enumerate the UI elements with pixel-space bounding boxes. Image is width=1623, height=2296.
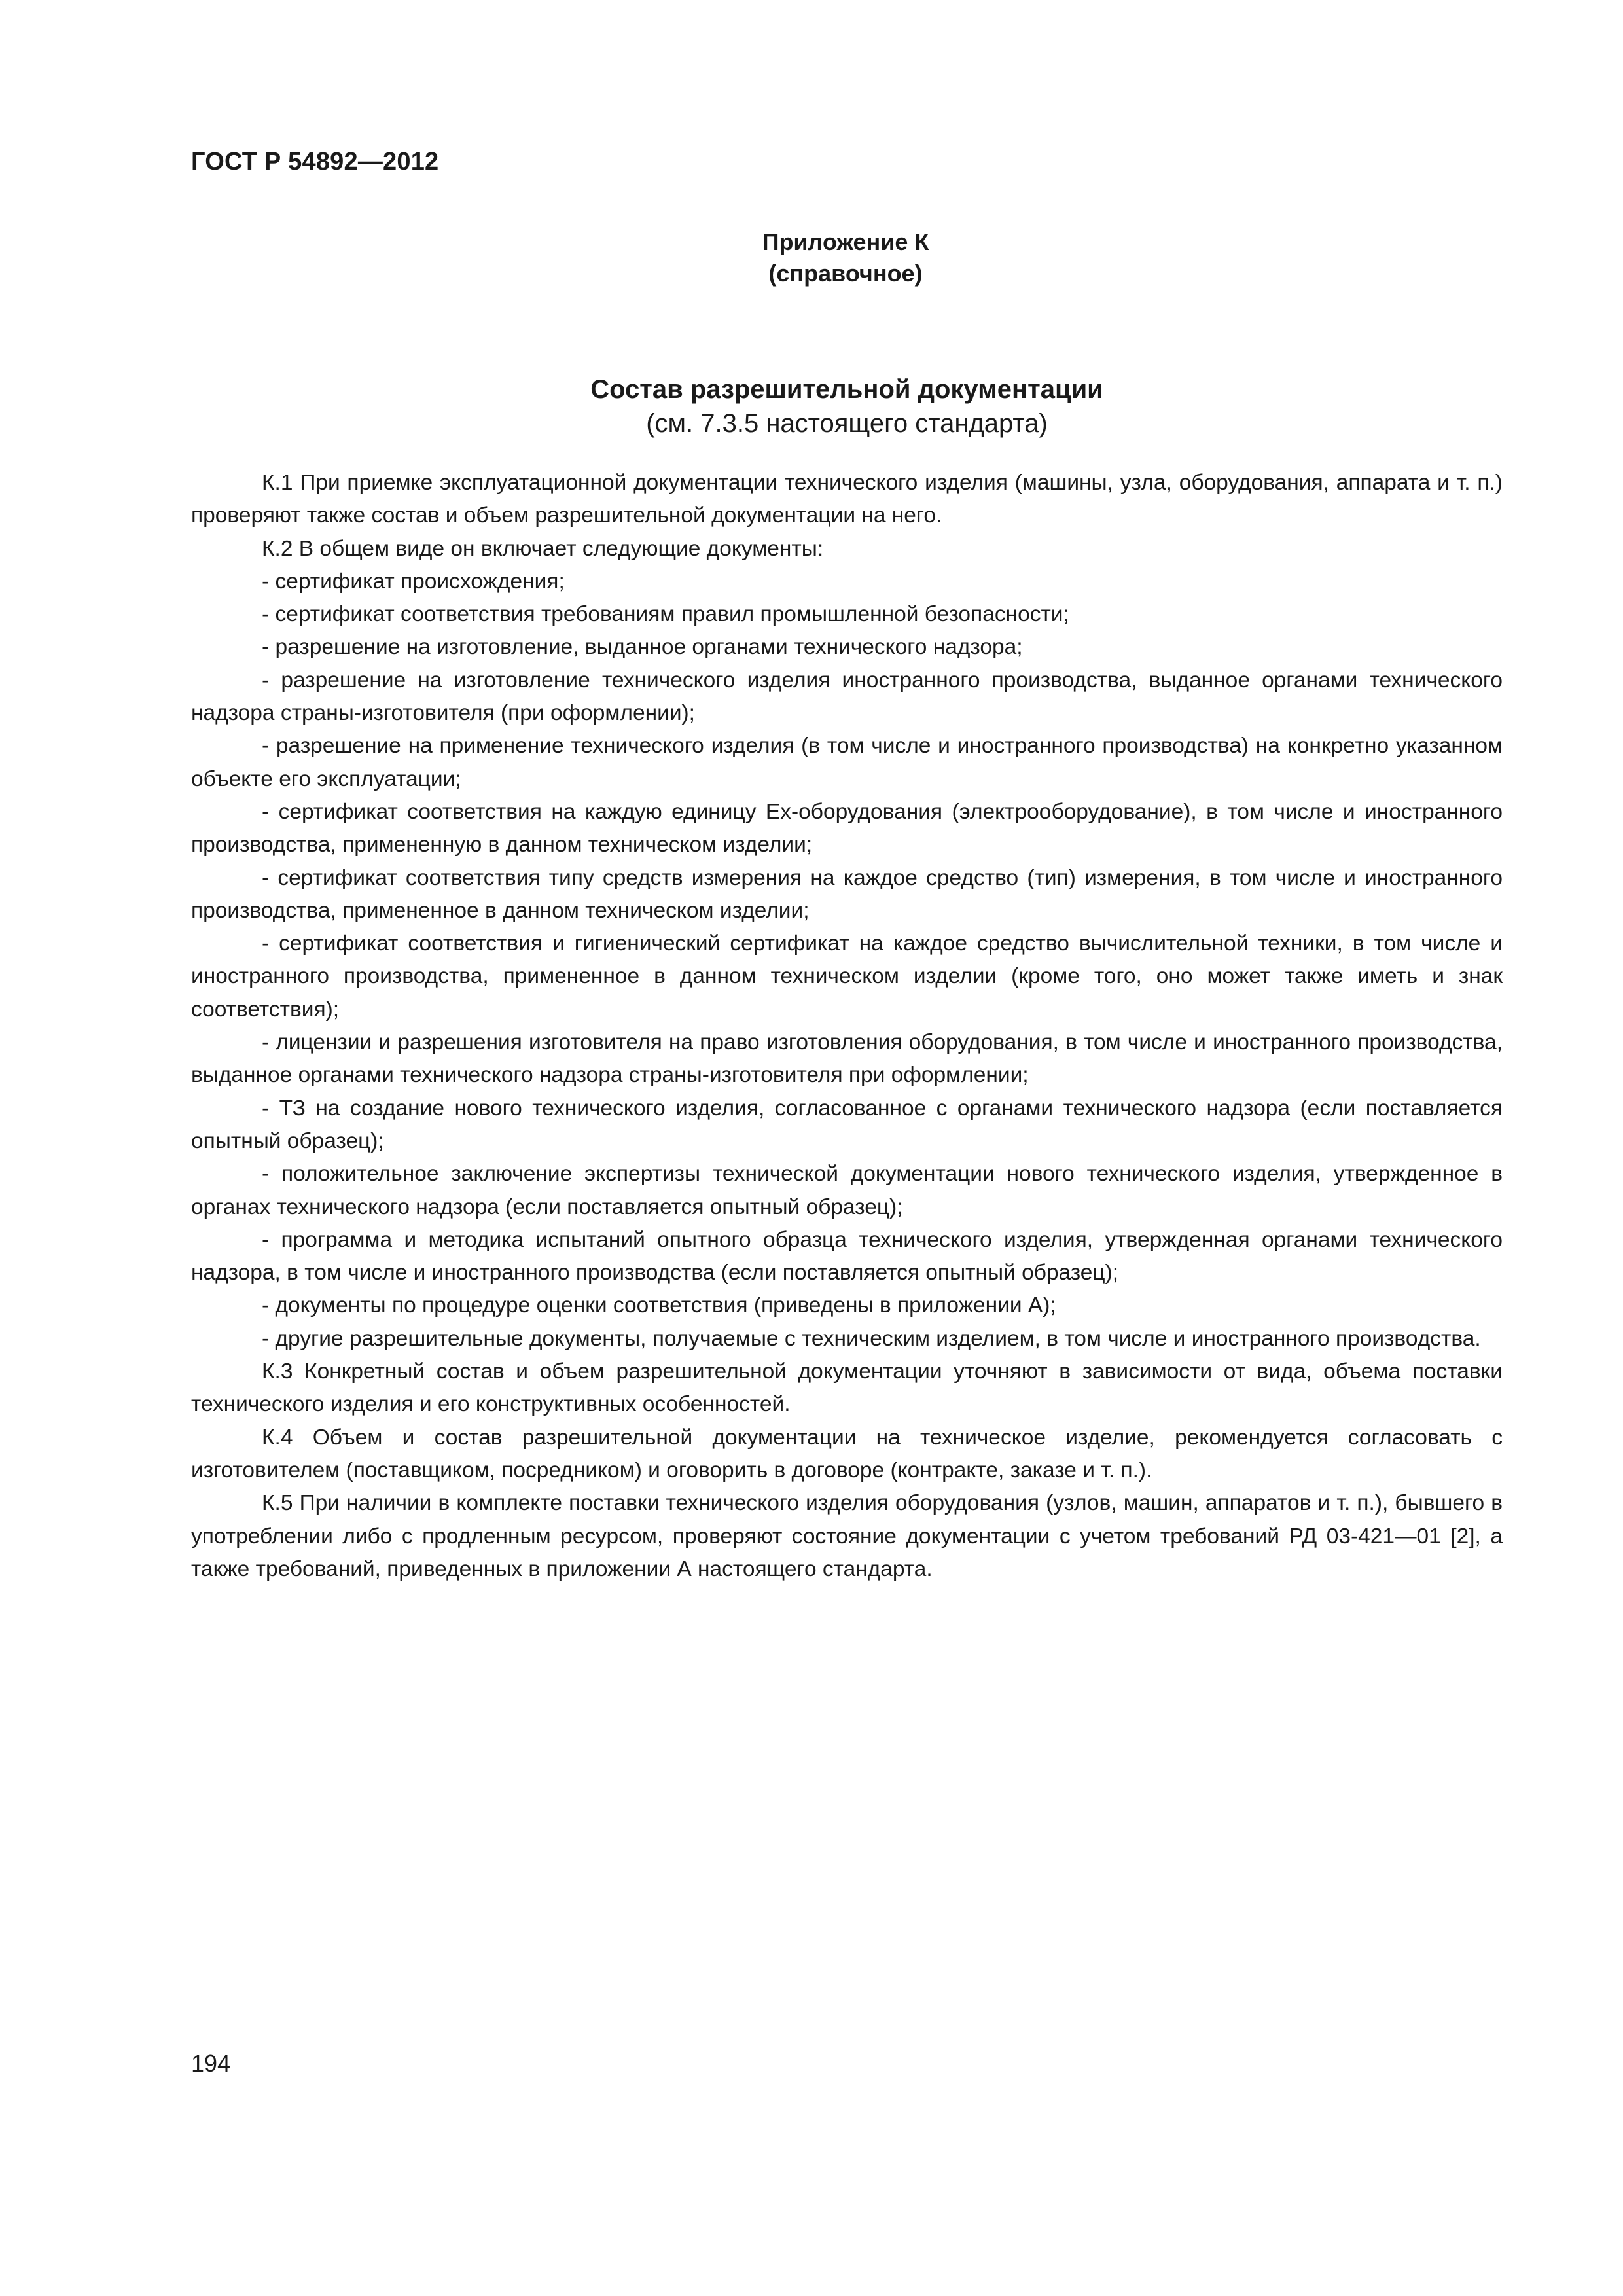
list-item: - сертификат соответствия типу средств измерения на каждое средство (тип) измерения, в том числе и иностранного производства, примененное в данном техническом изделии; <box>191 865 1503 923</box>
paragraph-k4: К.4 Объем и состав разрешительной документации на техническое изделие, рекомендуется согласовать с изготовителем (поставщиком, посредником) и оговорить в договоре (контракте, заказе и т. п.). <box>191 1425 1503 1482</box>
list-item: - ТЗ на создание нового технического изделия, согласованное с органами технического надзора (если поставляется опытный образец); <box>191 1096 1503 1153</box>
list-item: - другие разрешительные документы, получаемые с техническим изделием, в том числе и иностранного производства. <box>262 1326 1481 1351</box>
appendix-title: Приложение К <box>762 228 929 255</box>
appendix-subtitle: (справочное) <box>768 260 923 287</box>
list-item: - программа и методика испытаний опытного образца технического изделия, утвержденная органами технического надзора, в том числе и иностранного производства (если поставляется опытный образец); <box>191 1227 1503 1285</box>
list-item: - сертификат происхождения; <box>262 569 565 594</box>
list-item: - разрешение на изготовление, выданное органами технического надзора; <box>262 635 1023 660</box>
page-number: 194 <box>191 2050 231 2077</box>
body-text <box>191 467 1503 1586</box>
list-item: - сертификат соответствия требованиям правил промышленной безопасности; <box>262 602 1069 627</box>
list-item: - положительное заключение экспертизы технической документации нового технического изделия, утвержденное в органах технического надзора (если поставляется опытный образец); <box>191 1162 1503 1219</box>
list-item: - разрешение на применение технического изделия (в том числе и иностранного производства) на конкретно указанном объекте его эксплуатации; <box>191 734 1503 791</box>
list-item: - лицензии и разрешения изготовителя на право изготовления оборудования, в том числе и иностранного производства, выданное органами технического надзора страны-изготовителя при оформлении; <box>191 1030 1503 1088</box>
list-item: - документы по процедуре оценки соответствия (приведены в приложении А); <box>262 1293 1056 1318</box>
section-subtitle: (см. 7.3.5 настоящего стандарта) <box>646 409 1048 438</box>
list-item: - сертификат соответствия на каждую единицу Ex-оборудования (электрооборудование), в том числе и иностранного производства, примененную в данном техническом изделии; <box>191 799 1503 857</box>
standard-code: ГОСТ Р 54892—2012 <box>191 148 439 175</box>
paragraph-k3: К.3 Конкретный состав и объем разрешительной документации уточняют в зависимости от вида, объема поставки технического изделия и его конструктивных особенностей. <box>191 1359 1503 1417</box>
paragraph-k5: К.5 При наличии в комплекте поставки технического изделия оборудования (узлов, машин, аппаратов и т. п.), бывшего в употреблении либо с продленным ресурсом, проверяют состояние документации с учетом требований РД 03-421—01 [2], а также требований, приведенных в приложении А настоящего стандарта. <box>191 1491 1503 1581</box>
paragraph-k2: К.2 В общем виде он включает следующие документы: <box>262 536 824 561</box>
list-item: - сертификат соответствия и гигиенический сертификат на каждое средство вычислительной техники, в том числе и иностранного производства, примененное в данном техническом изделии (кроме того, оно может также иметь и знак соответствия); <box>191 931 1503 1022</box>
paragraph-k1: К.1 При приемке эксплуатационной документации технического изделия (машины, узла, оборудования, аппарата и т. п.) проверяют также состав и объем разрешительной документации на него. <box>191 471 1503 528</box>
list-item: - разрешение на изготовление технического изделия иностранного производства, выданное органами технического надзора страны-изготовителя (при оформлении); <box>191 668 1503 726</box>
section-title: Состав разрешительной документации <box>590 375 1103 404</box>
